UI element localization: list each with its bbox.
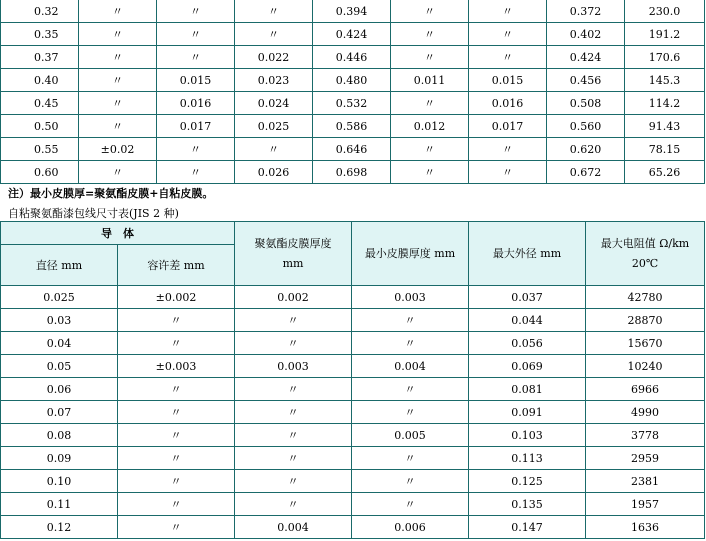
table-cell: 0.113 <box>469 447 586 470</box>
table-cell: 78.15 <box>625 138 705 161</box>
header-resistance-line2: 20℃ <box>631 256 659 270</box>
table-cell: 〃 <box>118 401 235 424</box>
table-cell: 0.005 <box>352 424 469 447</box>
table-cell: 〃 <box>352 309 469 332</box>
table-cell: 0.081 <box>469 378 586 401</box>
table-cell: 〃 <box>469 0 547 23</box>
table-cell: 191.2 <box>625 23 705 46</box>
table-cell: 0.55 <box>1 138 79 161</box>
table-cell: 0.60 <box>1 161 79 184</box>
table-cell: 〃 <box>118 424 235 447</box>
table-row <box>1 92 705 115</box>
table-cell: 0.125 <box>469 470 586 493</box>
table-cell: 0.006 <box>352 516 469 539</box>
table-cell: 〃 <box>235 470 352 493</box>
table-cell: 3778 <box>586 424 705 447</box>
table-row <box>1 332 705 355</box>
table-cell: 145.3 <box>625 69 705 92</box>
table-cell: 〃 <box>118 332 235 355</box>
header-diameter: 直径 mm <box>1 245 118 286</box>
table-cell: 0.32 <box>1 0 79 23</box>
table-row <box>1 447 705 470</box>
self-bonding-wire-table <box>0 221 705 539</box>
table-cell: 0.016 <box>469 92 547 115</box>
table-cell: 0.012 <box>391 115 469 138</box>
top-dimension-table <box>0 0 705 184</box>
table-row <box>1 355 705 378</box>
table-cell: 0.091 <box>469 401 586 424</box>
table-cell: 0.11 <box>1 493 118 516</box>
table-cell: 〃 <box>391 46 469 69</box>
table-cell: 〃 <box>157 138 235 161</box>
table-row <box>1 69 705 92</box>
table-cell: 0.424 <box>313 23 391 46</box>
table-cell: 〃 <box>235 493 352 516</box>
table-cell: 0.560 <box>547 115 625 138</box>
table-cell: 0.037 <box>469 286 586 309</box>
table-cell: 〃 <box>235 401 352 424</box>
table-cell: 〃 <box>118 516 235 539</box>
table-cell: 〃 <box>352 332 469 355</box>
table-row <box>1 161 705 184</box>
table-cell: 230.0 <box>625 0 705 23</box>
table-cell: 〃 <box>235 447 352 470</box>
table-cell: 〃 <box>118 309 235 332</box>
table-cell: 65.26 <box>625 161 705 184</box>
table-cell: 0.508 <box>547 92 625 115</box>
table-cell: 0.004 <box>235 516 352 539</box>
table-cell: 〃 <box>157 46 235 69</box>
table-cell: 0.12 <box>1 516 118 539</box>
table-row <box>1 493 705 516</box>
table-caption: 自粘聚氨酯漆包线尺寸表(JIS 2 种) <box>8 207 179 220</box>
table-cell: 0.017 <box>157 115 235 138</box>
table-cell: 〃 <box>79 46 157 69</box>
table-cell: 0.103 <box>469 424 586 447</box>
table-note: 注）最小皮膜厚=聚氨酯皮膜+自粘皮膜。 <box>8 187 214 200</box>
header-max-od: 最大外径 mm <box>469 222 586 286</box>
table-cell: 91.43 <box>625 115 705 138</box>
header-resistance-line1: 最大电阻值 Ω/km <box>600 236 690 250</box>
table-cell: 〃 <box>157 161 235 184</box>
table-cell: 〃 <box>235 309 352 332</box>
table-cell: 〃 <box>235 378 352 401</box>
table-cell: ±0.003 <box>118 355 235 378</box>
table-cell: 0.646 <box>313 138 391 161</box>
table-cell: 〃 <box>235 138 313 161</box>
table-cell: 〃 <box>469 23 547 46</box>
table-cell: 〃 <box>391 138 469 161</box>
table-cell: 0.025 <box>235 115 313 138</box>
table-row <box>1 378 705 401</box>
table-cell: 0.672 <box>547 161 625 184</box>
table-cell: 0.003 <box>352 286 469 309</box>
table-cell: 〃 <box>391 23 469 46</box>
table-row <box>1 401 705 424</box>
table-cell: 0.147 <box>469 516 586 539</box>
table-row <box>1 0 705 23</box>
table-row <box>1 115 705 138</box>
table-cell: 0.022 <box>235 46 313 69</box>
table-cell: 0.023 <box>235 69 313 92</box>
table-cell: 〃 <box>79 23 157 46</box>
table-cell: ±0.002 <box>118 286 235 309</box>
table-cell: 〃 <box>79 69 157 92</box>
table-cell: 〃 <box>79 115 157 138</box>
table-cell: 0.04 <box>1 332 118 355</box>
header-coating-thickness <box>235 222 352 286</box>
table-cell: 0.09 <box>1 447 118 470</box>
table-cell: 2381 <box>586 470 705 493</box>
table-cell: 0.37 <box>1 46 79 69</box>
table-cell: 0.446 <box>313 46 391 69</box>
table-cell: 6966 <box>586 378 705 401</box>
table-cell: 〃 <box>79 92 157 115</box>
table-cell: 0.015 <box>157 69 235 92</box>
table-cell: 0.03 <box>1 309 118 332</box>
table-cell: 0.044 <box>469 309 586 332</box>
table-cell: 0.011 <box>391 69 469 92</box>
header-conductor: 导 体 <box>1 222 235 245</box>
table-cell: 〃 <box>235 332 352 355</box>
table-cell: 〃 <box>118 447 235 470</box>
table-cell: 0.50 <box>1 115 79 138</box>
table-cell: 1957 <box>586 493 705 516</box>
table-cell: 0.017 <box>469 115 547 138</box>
table-cell: 〃 <box>391 92 469 115</box>
table-cell: 114.2 <box>625 92 705 115</box>
table-row <box>1 46 705 69</box>
table-cell: 0.07 <box>1 401 118 424</box>
table-cell: 0.015 <box>469 69 547 92</box>
table-cell: 0.394 <box>313 0 391 23</box>
table-cell: 0.069 <box>469 355 586 378</box>
table-cell: 〃 <box>235 0 313 23</box>
table-row <box>1 470 705 493</box>
table-cell: 0.06 <box>1 378 118 401</box>
table-cell: 〃 <box>79 0 157 23</box>
table-cell: 0.08 <box>1 424 118 447</box>
table-cell: 0.05 <box>1 355 118 378</box>
table-cell: 0.480 <box>313 69 391 92</box>
table-cell: 〃 <box>352 470 469 493</box>
table-row <box>1 138 705 161</box>
table-cell: 〃 <box>235 424 352 447</box>
table-cell: 〃 <box>469 46 547 69</box>
table-cell: 28870 <box>586 309 705 332</box>
table-cell: 0.10 <box>1 470 118 493</box>
table-cell: 〃 <box>79 161 157 184</box>
table-row <box>1 23 705 46</box>
header-coating-line1: 聚氨酯皮膜厚度 <box>254 236 332 250</box>
table-cell: 〃 <box>352 493 469 516</box>
table-cell: 〃 <box>157 0 235 23</box>
header-tolerance: 容许差 mm <box>118 245 235 286</box>
table-cell: 0.620 <box>547 138 625 161</box>
table-cell: 0.456 <box>547 69 625 92</box>
table-cell: 42780 <box>586 286 705 309</box>
table-cell: 〃 <box>352 401 469 424</box>
table-cell: 〃 <box>235 23 313 46</box>
table-cell: 0.424 <box>547 46 625 69</box>
table-cell: 10240 <box>586 355 705 378</box>
table-cell: 0.025 <box>1 286 118 309</box>
table-cell: ±0.02 <box>79 138 157 161</box>
table-cell: 0.45 <box>1 92 79 115</box>
table-row <box>1 309 705 332</box>
table-cell: 170.6 <box>625 46 705 69</box>
table-cell: 4990 <box>586 401 705 424</box>
table-row <box>1 516 705 539</box>
table-cell: 0.135 <box>469 493 586 516</box>
table-cell: 〃 <box>469 138 547 161</box>
header-min-film: 最小皮膜厚度 mm <box>352 222 469 286</box>
header-coating-line2: mm <box>282 256 304 270</box>
table-cell: 0.402 <box>547 23 625 46</box>
table-cell: 2959 <box>586 447 705 470</box>
table-cell: 0.002 <box>235 286 352 309</box>
table-cell: 〃 <box>118 378 235 401</box>
table-cell: 〃 <box>469 161 547 184</box>
table-cell: 〃 <box>352 447 469 470</box>
table-cell: 〃 <box>391 161 469 184</box>
table-cell: 〃 <box>118 493 235 516</box>
table-cell: 0.004 <box>352 355 469 378</box>
table-cell: 0.056 <box>469 332 586 355</box>
table-row <box>1 286 705 309</box>
table-cell: 0.35 <box>1 23 79 46</box>
table-cell: 0.698 <box>313 161 391 184</box>
table-cell: 0.532 <box>313 92 391 115</box>
table-cell: 0.016 <box>157 92 235 115</box>
table-cell: 1636 <box>586 516 705 539</box>
table-row <box>1 424 705 447</box>
table-cell: 〃 <box>118 470 235 493</box>
table-cell: 0.026 <box>235 161 313 184</box>
table-cell: 0.003 <box>235 355 352 378</box>
table-cell: 0.40 <box>1 69 79 92</box>
table-cell: 〃 <box>157 23 235 46</box>
table-cell: 15670 <box>586 332 705 355</box>
table-cell: 〃 <box>391 0 469 23</box>
table-cell: 0.586 <box>313 115 391 138</box>
table-cell: 〃 <box>352 378 469 401</box>
header-max-resistance <box>586 222 705 286</box>
table-cell: 0.024 <box>235 92 313 115</box>
table-cell: 0.372 <box>547 0 625 23</box>
